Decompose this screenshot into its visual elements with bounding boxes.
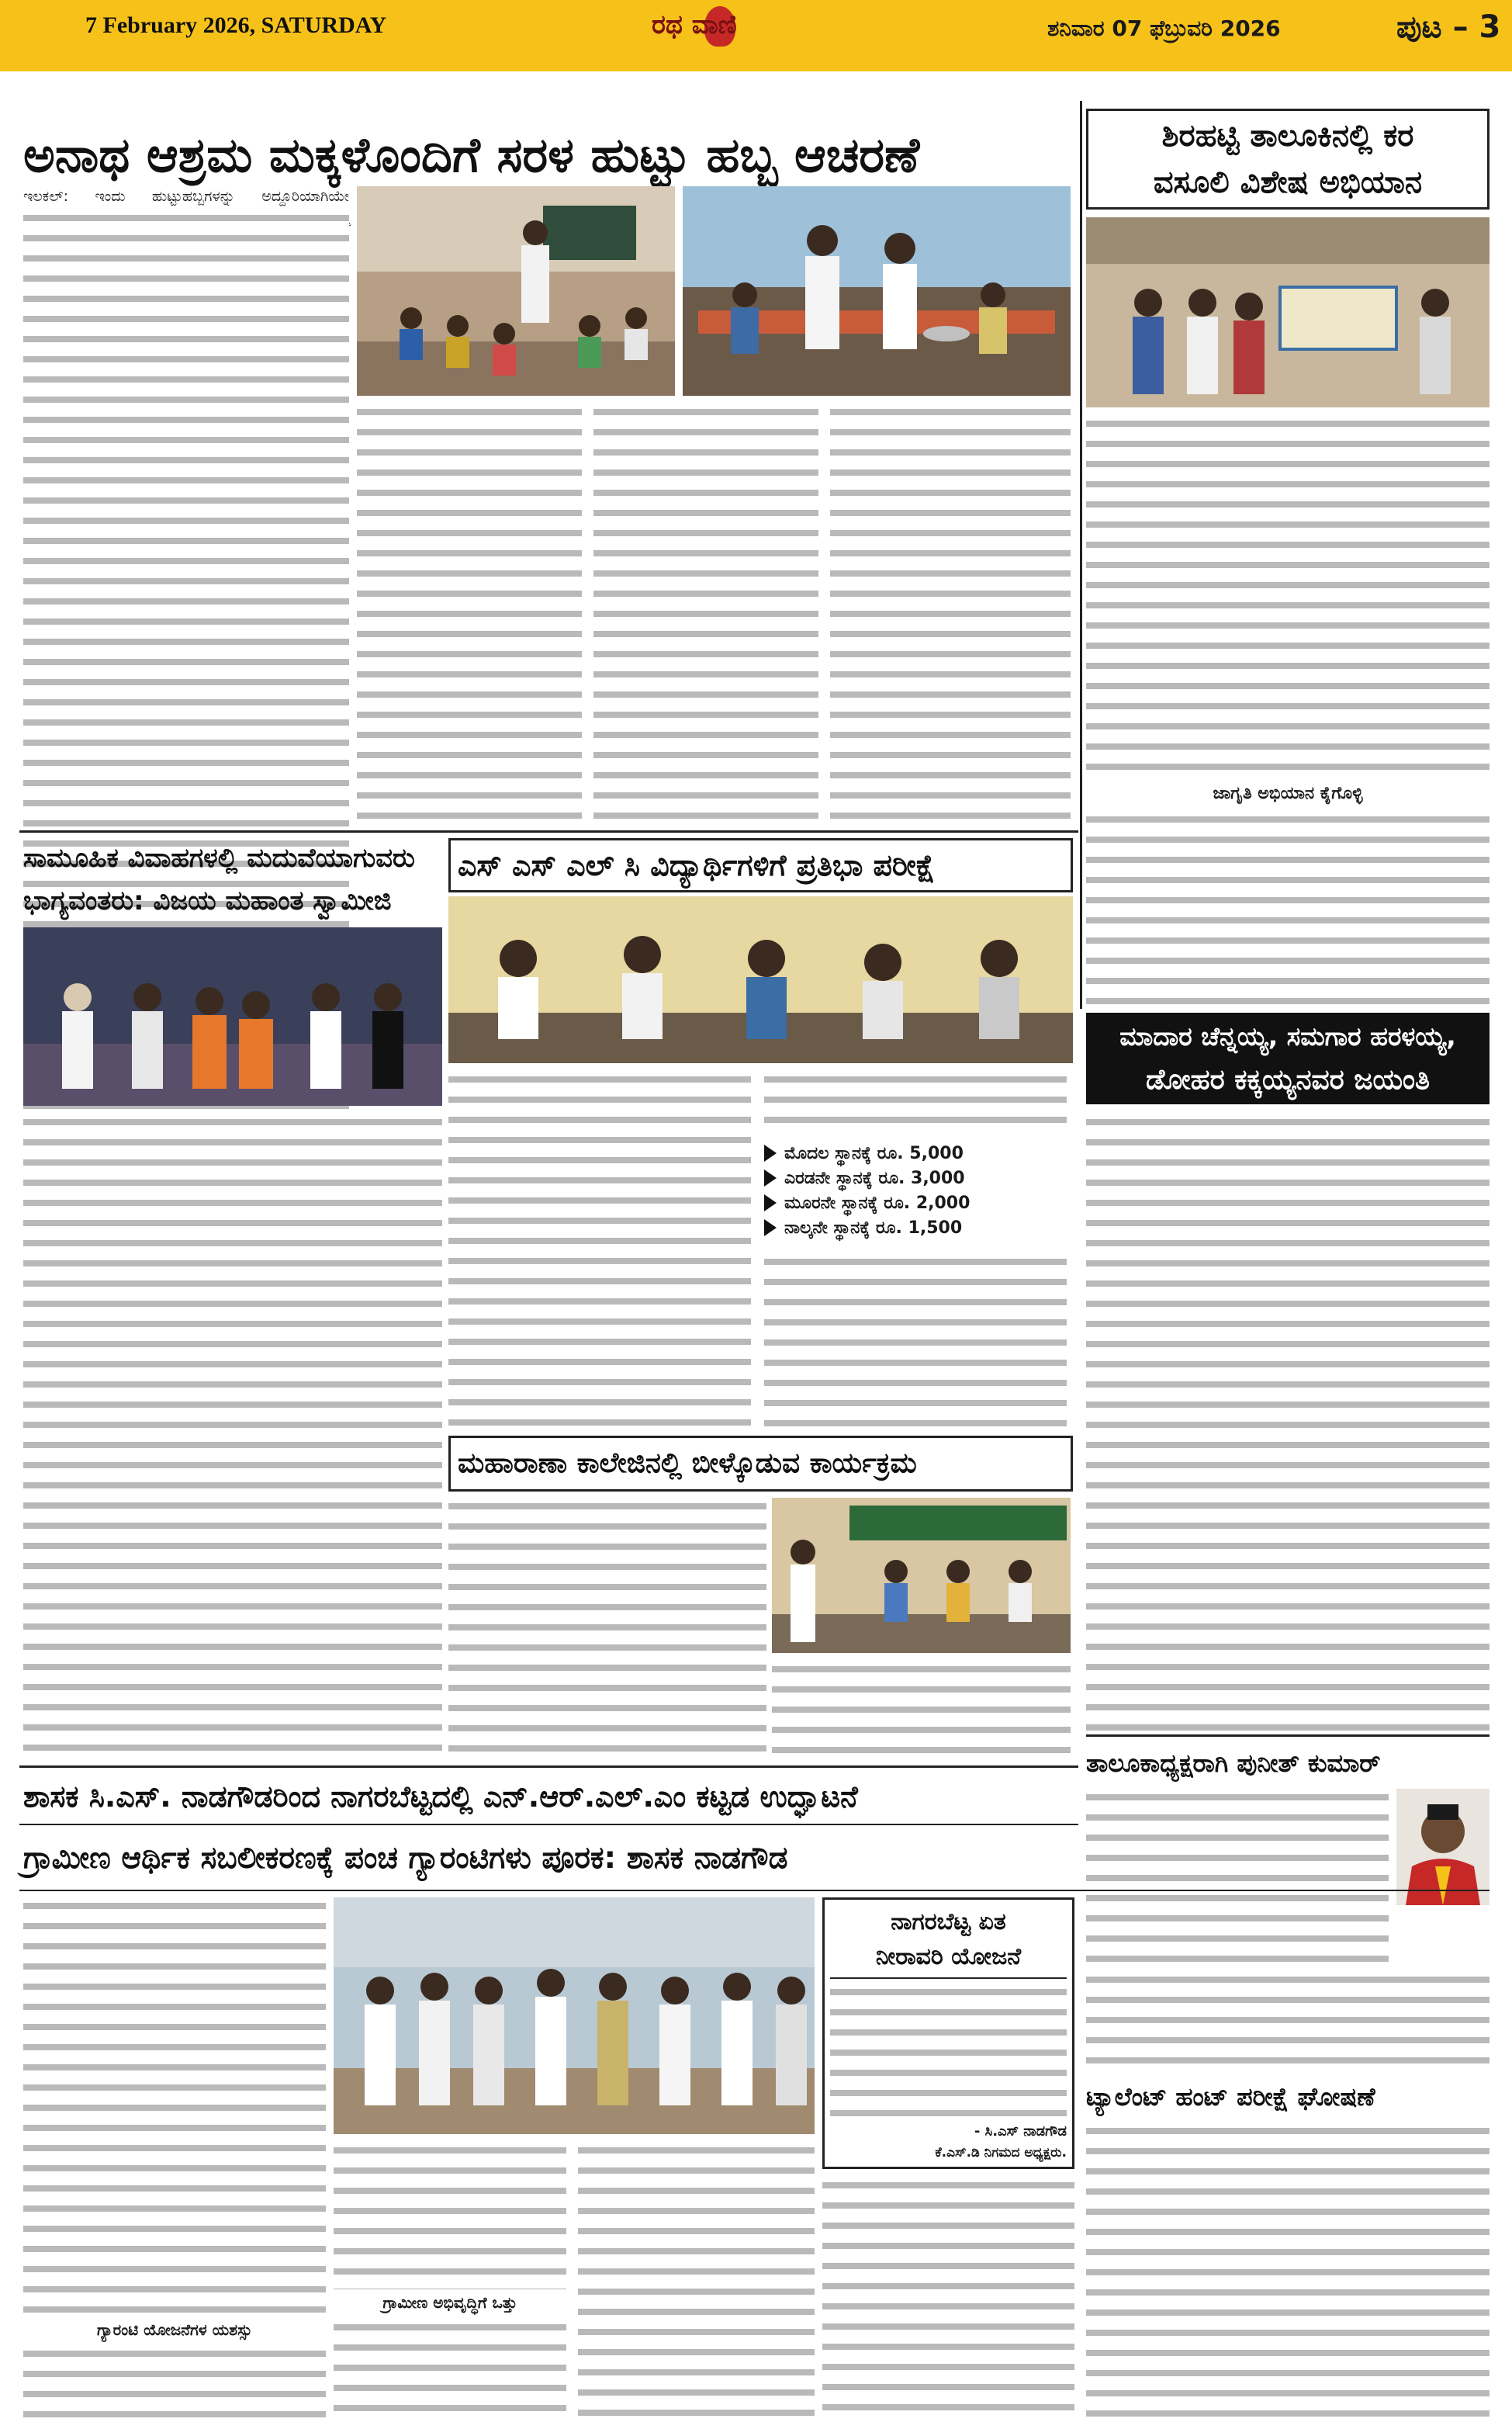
inauguration-crowd-photo (334, 1897, 815, 2134)
marriage-body (23, 1114, 442, 1758)
sslc-body-2 (764, 1071, 1067, 1141)
prize-item (764, 1215, 1067, 1240)
prize-list (764, 1141, 1067, 1249)
bullet-triangle-icon (764, 1194, 777, 1211)
marriage-headline-line2: ಭಾಗ್ಯವಂತರು: ವಿಜಯ ಮಹಾಂತ ಸ್ವಾಮೀಜಿ (23, 885, 392, 917)
prize-fourth: ನಾಲ್ಕನೇ ಸ್ಥಾನಕ್ಕೆ ರೂ. 1,500 (784, 1218, 963, 1238)
tax-campaign-photo (1086, 217, 1490, 407)
masthead-date-kannada: ಶನಿವಾರ 07 ಫೆಬ್ರುವರಿ 2026 (1047, 16, 1281, 41)
nadagouda-body-3 (334, 2319, 566, 2420)
shirahatti-body-2 (1086, 811, 1490, 1005)
maharana-body-1 (448, 1498, 766, 1762)
section-divider (19, 830, 1078, 833)
nadagouda-body-1 (23, 1897, 326, 2316)
orphanage-photo-1 (357, 186, 675, 396)
jayanti-body (1086, 1114, 1490, 1731)
box-divider (830, 1977, 1067, 1979)
prize-item (764, 1166, 1067, 1190)
irrigation-title-line1: ನಾಗರಬೆಟ್ಟ ಏತ (891, 1908, 1006, 1935)
shirahatti-body-1 (1086, 415, 1490, 780)
nadagouda-body-2 (334, 2142, 566, 2289)
swamiji-stage-photo (23, 927, 442, 1106)
prize-second: ಎರಡನೇ ಸ್ಥಾನಕ್ಕೆ ರೂ. 3,000 (784, 1168, 965, 1188)
shirahatti-headline-line2: ವಸೂಲಿ ವಿಶೇಷ ಅಭಿಯಾನ (1153, 165, 1423, 200)
masthead-date: 7 February 2026, SATURDAY (85, 12, 387, 38)
shirahatti-subhead: ಜಾಗೃತಿ ಅಭಿಯಾನ ಕೈಗೊಳ್ಳಿ (1213, 784, 1363, 803)
prize-third: ಮೂರನೇ ಸ್ಥಾನಕ್ಕೆ ರೂ. 2,000 (784, 1193, 971, 1213)
marriage-headline-line1: ಸಾಮೂಹಿಕ ವಿವಾಹಗಳಲ್ಲಿ ಮದುವೆಯಾಗುವರು (23, 843, 415, 874)
marriage-photo (23, 927, 442, 1106)
puneeth-body-1 (1086, 1789, 1389, 1967)
talent-hunt-headline: ಟ್ಯಾಲೆಂಟ್ ಹಂಟ್ ಪರೀಕ್ಷೆ ಘೋಷಣೆ (1086, 2082, 1375, 2112)
orphanage-photo-2 (683, 186, 1071, 396)
nadagouda-subhead-1: ಗ್ರಾಮೀಣ ಅಭಿವೃದ್ಧಿಗೆ ಒತ್ತು (382, 2293, 517, 2312)
orphanage-body-column3 (593, 404, 818, 823)
shirahatti-headline-line1: ಶಿರಹಟ್ಟಿ ತಾಲೂಕಿನಲ್ಲಿ ಕರ (1161, 118, 1414, 154)
jayanti-headline-line2: ಡೋಹರ ಕಕ್ಕಯ್ಯನವರ ಜಯಂತಿ (1145, 1064, 1431, 1096)
puneeth-body-2 (1086, 1971, 1490, 2072)
prize-item (764, 1190, 1067, 1215)
headline-underline (19, 1890, 1490, 1891)
orphanage-body-column2 (357, 404, 582, 823)
orphanage-headline: ಅನಾಥ ಆಶ್ರಮ ಮಕ್ಕಳೊಂದಿಗೆ ಸರಳ ಹುಟ್ಟು ಹಬ್ಬ ಆಚರಣೆ (23, 126, 920, 183)
nadagouda-headline-line2: ಗ್ರಾಮೀಣ ಆರ್ಥಿಕ ಸಬಲೀಕರಣಕ್ಕೆ ಪಂಚ ಗ್ಯಾರಂಟಿಗಳು ಪೂರಕ: ಶಾಸಕ ನಾಡಗೌಡ (23, 1841, 788, 1876)
nadagouda-body-5 (822, 2177, 1074, 2421)
bullet-triangle-icon (764, 1145, 777, 1162)
column-divider (1080, 101, 1082, 1009)
orphanage-lead: ಇಲಕಲ್‌: ಇಂದು ಹುಟ್ಟುಹಬ್ಬಗಳನ್ನು ಅದ್ದೂರಿಯಾಗಿಯೇ (23, 188, 349, 205)
nadagouda-subhead-2: ಗ್ಯಾರಂಟಿ ಯೋಜನೆಗಳ ಯಶಸ್ಸು (97, 2320, 252, 2339)
maharana-headline: ಮಹಾರಾಣಾ ಕಾಲೇಜಿನಲ್ಲಿ ಬೀಳ್ಕೊಡುವ ಕಾರ್ಯಕ್ರಮ (458, 1447, 917, 1479)
maharana-photo (772, 1498, 1071, 1653)
orphanage-body-column4 (830, 404, 1071, 823)
talent-hunt-body (1086, 2122, 1490, 2421)
puneeth-headline: ತಾಲೂಕಾಧ್ಯಕ್ಷರಾಗಿ ಪುನೀತ್ ಕುಮಾರ್ (1086, 1748, 1381, 1778)
person-portrait-icon (1396, 1789, 1490, 1905)
shirahatti-photo (1086, 217, 1490, 407)
section-divider (19, 1765, 1078, 1768)
bullet-triangle-icon (764, 1169, 777, 1187)
page-number: ಪುಟ – 3 (1396, 9, 1501, 45)
nadagouda-photo (334, 1897, 815, 2134)
prize-item (764, 1141, 1067, 1166)
children-eating-photo (357, 186, 675, 396)
sslc-headline: ಎಸ್ ಎಸ್ ಎಲ್ ಸಿ ವಿದ್ಯಾರ್ಥಿಗಳಿಗೆ ಪ್ರತಿಭಾ ಪರೀಕ್ಷೆ (458, 848, 936, 882)
section-divider (1086, 1734, 1490, 1737)
irrigation-note: ಕೆ.ಎಸ್.ಡಿ ನಿಗಮದ ಅಧ್ಯಕ್ಷರು. (935, 2145, 1067, 2160)
irrigation-body (830, 1984, 1067, 2119)
serving-food-photo (683, 186, 1071, 396)
bullet-triangle-icon (764, 1219, 777, 1236)
puneeth-portrait (1396, 1789, 1490, 1905)
prize-first: ಮೊದಲ ಸ್ಥಾನಕ್ಕೆ ರೂ. 5,000 (784, 1143, 964, 1163)
nadagouda-body-1b (23, 2345, 326, 2423)
irrigation-quote-author: - ಸಿ.ಎಸ್ ನಾಡಗೌಡ (974, 2123, 1067, 2140)
sslc-body-1 (448, 1071, 751, 1428)
sslc-photo (448, 896, 1073, 1063)
headline-underline (19, 1824, 1078, 1825)
sslc-body-3 (764, 1253, 1067, 1428)
newspaper-name: ರಥ ವಾಣಿ (652, 9, 737, 40)
nadagouda-body-4 (578, 2142, 815, 2421)
nadagouda-headline-line1: ಶಾಸಕ ಸಿ.ಎಸ್. ನಾಡಗೌಡರಿಂದ ನಾಗರಬೆಟ್ಟದಲ್ಲಿ ಎನ್.ಆರ್.ಎಲ್.ಎಂ ಕಟ್ಟಡ ಉದ್ಘಾಟನೆ (23, 1779, 858, 1814)
maharana-body-2 (772, 1661, 1071, 1762)
jayanti-headline-line1: ಮಾದಾರ ಚೆನ್ನಯ್ಯ, ಸಮಗಾರ ಹರಳಯ್ಯ, (1119, 1021, 1456, 1052)
irrigation-title-line2: ನೀರಾವರಿ ಯೋಜನೆ (875, 1943, 1022, 1970)
farewell-stage-photo (772, 1498, 1071, 1653)
press-meet-photo (448, 896, 1073, 1063)
